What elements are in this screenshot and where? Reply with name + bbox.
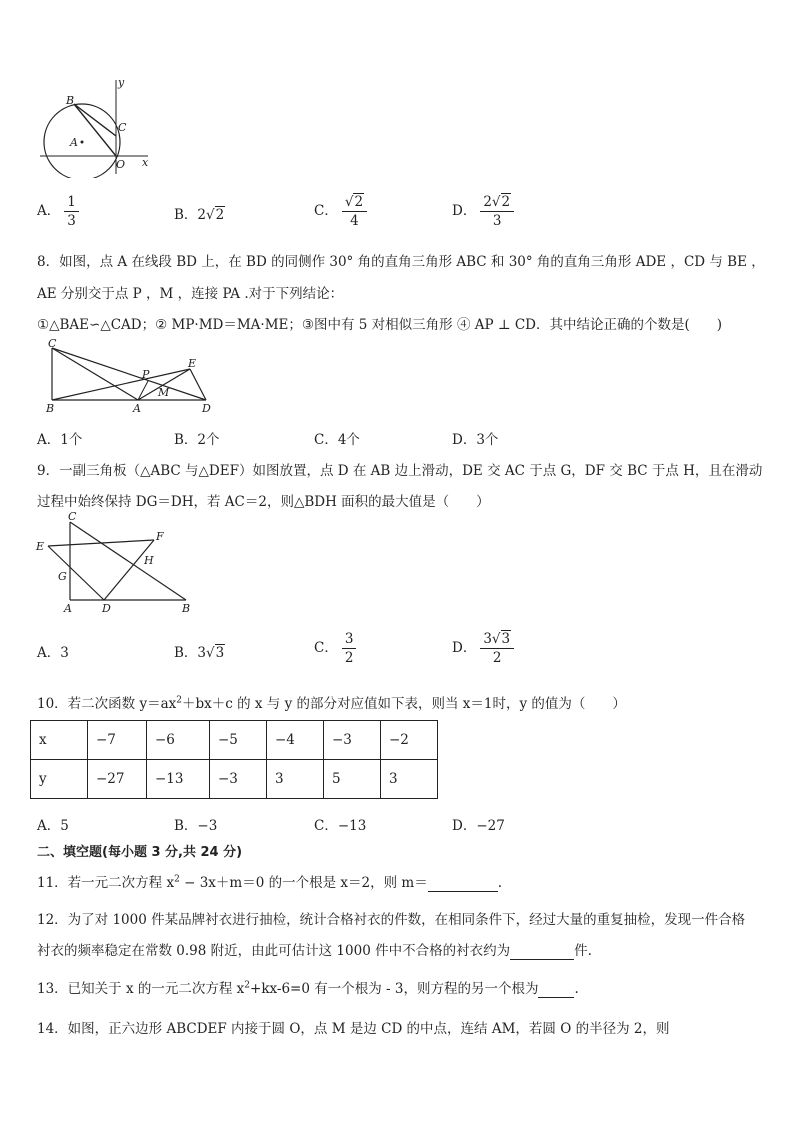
q8-option-c[interactable]: C．4个 <box>314 432 360 448</box>
svg-text:E: E <box>36 540 45 553</box>
figure-q7-circle <box>36 74 156 178</box>
q14-stem-line1: 14．如图，正六边形 ABCDEF 内接于圆 O，点 M 是边 CD 的中点，连结 AM，若圆 O 的半径为 2，则 <box>37 1021 670 1037</box>
q11-stem: 11．若一元二次方程 $x^2 - 3x+m=0$ 的一个根是 x＝2，则 m＝ . <box>37 874 502 891</box>
q9-option-c[interactable]: C． $\frac{3}{2}$ <box>314 630 356 667</box>
svg-text:E: E <box>188 357 197 370</box>
q13-answer-blank[interactable] <box>538 981 574 998</box>
figure-q8-triangles <box>42 338 222 418</box>
q7-option-b[interactable]: B．2√2 <box>174 207 225 223</box>
svg-text:C: C <box>68 510 77 523</box>
svg-text:O: O <box>116 158 126 171</box>
svg-text:A: A <box>133 402 141 415</box>
q10-option-d[interactable]: D．−27 <box>452 818 505 834</box>
q7-option-d[interactable]: D． $\frac{2√2}{3}$ <box>452 193 514 230</box>
q8-stem-line1: 8．如图，点 A 在线段 BD 上，在 BD 的同侧作 30° 角的直角三角形 ABC 和 30° 角的直角三角形 ADE ，CD 与 BE ， <box>37 254 765 270</box>
q10-stem: 10．若二次函数 $y=ax^2+bx+c$ 的 x 与 y 的部分对应值如下表，则当 x＝1时，y 的值为（ ） <box>37 695 626 712</box>
q10-value-table <box>30 720 438 799</box>
q8-option-a[interactable]: A．1个 <box>37 432 83 448</box>
svg-text:C: C <box>48 338 57 350</box>
q10-option-a[interactable]: A．5 <box>37 818 69 834</box>
q13-stem: 13．已知关于 x 的一元二次方程 $x^2+kx-6=0$ 有一个根为 - 3，则方程的另一个根为 . <box>37 980 579 997</box>
svg-text:G: G <box>58 570 67 583</box>
q9-option-d[interactable]: D． $\frac{3√3}{2}$ <box>452 630 514 667</box>
svg-text:B: B <box>46 402 55 415</box>
svg-text:C: C <box>118 121 127 134</box>
svg-text:F: F <box>156 530 164 543</box>
q11-answer-blank[interactable] <box>428 875 498 892</box>
svg-text:M: M <box>158 386 170 399</box>
q9-option-a[interactable]: A．3 <box>37 645 69 661</box>
q10-option-c[interactable]: C．−13 <box>314 818 367 834</box>
svg-text:P: P <box>142 368 150 381</box>
section-heading: 二、填空题(每小题 3 分,共 24 分) <box>37 845 243 860</box>
q9-stem-line2: 过程中始终保持 DG＝DH，若 AC＝2，则△BDH 面积的最大值是（ ） <box>37 494 490 510</box>
q7-option-a[interactable]: A． $\frac{1}{3}$ <box>37 193 79 230</box>
q12-stem-line1: 12．为了对 1000 件某品牌衬衣进行抽检，统计合格衬衣的件数，在相同条件下，经过大量的重复抽检，发现一件合格 <box>37 912 746 928</box>
svg-text:y: y <box>118 76 125 89</box>
svg-text:x: x <box>142 156 149 169</box>
q12-answer-blank[interactable] <box>510 943 574 960</box>
svg-text:B: B <box>66 94 75 107</box>
svg-text:A: A <box>64 602 72 615</box>
q10-option-b[interactable]: B．−3 <box>174 818 218 834</box>
svg-text:H: H <box>144 554 154 567</box>
q8-stem-line3: ①△BAE∽△CAD；② MP·MD＝MA·ME；③图中有 5 对相似三角形 ④ AP ⊥ CD．其中结论正确的个数是( ) <box>37 317 723 333</box>
table-row: x −7 −6 −5 −4 −3 −2 <box>31 721 438 760</box>
q12-stem-line2: 衬衣的频率稳定在常数 0.98 附近，由此可估计这 1000 件中不合格的衬衣约为 件. <box>37 943 592 959</box>
q8-option-b[interactable]: B．2个 <box>174 432 220 448</box>
svg-text:B: B <box>182 602 191 615</box>
svg-text:D: D <box>202 402 211 415</box>
q8-option-d[interactable]: D．3个 <box>452 432 499 448</box>
svg-text:A: A <box>70 136 78 149</box>
q9-stem-line1: 9．一副三角板（△ABC 与△DEF）如图放置，点 D 在 AB 边上滑动，DE 交 AC 于点 G，DF 交 BC 于点 H，且在滑动 <box>37 463 763 479</box>
q9-option-b[interactable]: B．3√3 <box>174 645 225 661</box>
table-row: y −27 −13 −3 3 5 3 <box>31 760 438 799</box>
figure-q9-set-squares <box>34 508 204 616</box>
q8-stem-line2: AE 分别交于点 P ，M ，连接 PA .对于下列结论： <box>37 286 344 302</box>
q7-option-c[interactable]: C． $\frac{√2}{4}$ <box>314 193 367 230</box>
svg-text:D: D <box>102 602 111 615</box>
